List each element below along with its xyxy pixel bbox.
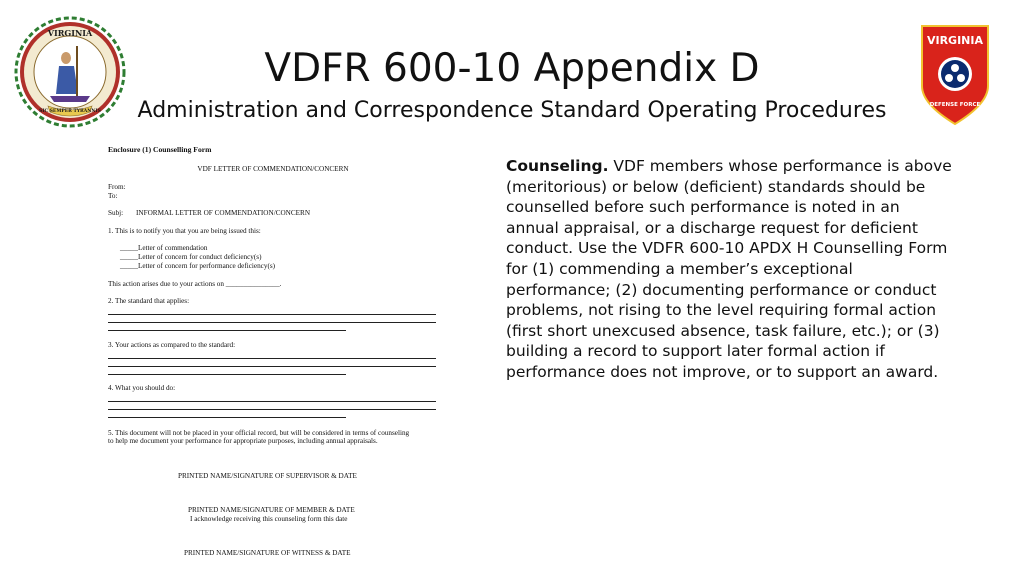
- form-signature-witness: PRINTED NAME/SIGNATURE OF WITNESS & DATE: [184, 549, 351, 557]
- patch-top-text: VIRGINIA: [926, 34, 984, 47]
- form-signature-member-ack: I acknowledge receiving this counseling form this date: [190, 515, 348, 523]
- form-answer-line: [108, 358, 436, 359]
- form-answer-line: [108, 322, 436, 323]
- form-item-2: 2. The standard that applies:: [108, 297, 190, 305]
- form-item-3: 3. Your actions as compared to the standard:: [108, 341, 236, 349]
- form-heading: Enclosure (1) Counselling Form: [108, 145, 212, 154]
- seal-banner-text: SIC SEMPER TYRANNIS: [39, 109, 101, 114]
- form-letter-title: VDF LETTER OF COMMENDATION/CONCERN: [197, 165, 349, 173]
- form-answer-line: [108, 417, 346, 418]
- slide-subtitle: Administration and Correspondence Standard Operating Procedures: [137, 98, 887, 123]
- slide-title: VDFR 600-10 Appendix D: [264, 46, 760, 91]
- paragraph-body: VDF members whose performance is above (meritorious) or below (deficient) standards should be counselled before such performance is noted in an annual appraisal, or a discharge request for deficient conduct. Use the VDFR 600-10 APDX H Counselling Form for (1) commending a member’s exceptional performance; (2) documenting performance or conduct problems, not rising to the level requiring formal action (first short unexcused absence, task failure, etc.); or (3) building a record to support later formal action if performance does not improve, or to support an award.: [506, 157, 952, 381]
- form-item-5-line2: to help me document your performance for appropriate purposes, including annual appraisals.: [108, 437, 378, 445]
- form-option-performance: _____Letter of concern for performance deficiency(s): [120, 262, 276, 270]
- form-answer-line: [108, 409, 436, 410]
- form-item-1: 1. This is to notify you that you are being issued this:: [108, 227, 261, 235]
- form-from: From:: [108, 183, 126, 191]
- form-subj-label: Subj:: [108, 209, 124, 217]
- form-option-conduct: _____Letter of concern for conduct deficiency(s): [120, 253, 262, 261]
- form-option-commendation: _____Letter of commendation: [120, 244, 208, 252]
- form-item-5-line1: 5. This document will not be placed in your official record, but will be considered in terms of counseling: [108, 429, 410, 437]
- counselling-form-image: [108, 144, 448, 569]
- counseling-paragraph: [506, 156, 956, 383]
- form-answer-line: [108, 374, 346, 375]
- form-to: To:: [108, 192, 118, 200]
- form-answer-line: [108, 401, 436, 402]
- form-answer-line: [108, 330, 346, 331]
- seal-top-text: VIRGINIA: [47, 28, 93, 38]
- form-answer-line: [108, 314, 436, 315]
- patch-bottom-text: DEFENSE FORCE: [929, 102, 981, 108]
- form-arises: This action arises due to your actions on _______________.: [108, 280, 282, 288]
- virginia-defense-force-patch-icon: [918, 24, 992, 126]
- form-answer-line: [108, 366, 436, 367]
- paragraph-lead: Counseling.: [506, 157, 609, 175]
- form-signature-member: PRINTED NAME/SIGNATURE OF MEMBER & DATE: [188, 506, 355, 514]
- form-signature-supervisor: PRINTED NAME/SIGNATURE OF SUPERVISOR & DATE: [178, 472, 357, 480]
- form-subj: INFORMAL LETTER OF COMMENDATION/CONCERN: [136, 209, 311, 217]
- form-item-4: 4. What you should do:: [108, 384, 176, 392]
